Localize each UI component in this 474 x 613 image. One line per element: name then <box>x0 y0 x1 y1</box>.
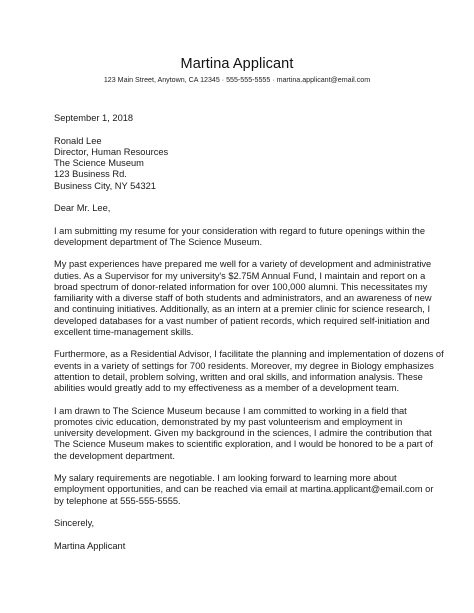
paragraph-line: duties. As a Supervisor for my university's $2.75M Annual Fund, I maintain and report on a <box>54 270 426 281</box>
signature-name: Martina Applicant <box>54 540 126 551</box>
paragraph-line: by telephone at 555-555-5555. <box>54 495 181 506</box>
paragraph-line: abilities would greatly add to my effectiveness as a member of a development team. <box>54 383 400 393</box>
paragraph-line: My past experiences have prepared me well for a variety of development and administrative <box>54 259 432 270</box>
recipient-street: 123 Business Rd. <box>54 169 127 180</box>
paragraph-line: developed databases for a vast number of patient records, which required self-initiation and <box>54 315 430 326</box>
paragraph-line: The Science Museum makes to scientific exploration, and I would be honored to be a part of <box>54 439 433 450</box>
paragraph-line: I am drawn to The Science Museum because I am committed to working in a field that <box>54 405 407 416</box>
salutation: Dear Mr. Lee, <box>54 203 111 213</box>
paragraph-experience <box>54 259 432 338</box>
paragraph-motivation <box>54 405 433 462</box>
paragraph-line: university development. Given my background in the sciences, I admire the contribution that <box>54 428 432 438</box>
recipient-organization: The Science Museum <box>54 158 144 168</box>
letterhead <box>0 55 474 85</box>
paragraph-line: events in a variety of settings for 700 residents. Moreover, my degree in Biology emphasizes <box>54 360 434 371</box>
letter-body <box>54 113 444 552</box>
paragraph-line: promotes civic education, demonstrated by my past volunteerism and employment in <box>54 416 403 427</box>
sender-name: Martina Applicant <box>180 56 294 72</box>
paragraph-line: employment opportunities, and can be reached via email at martina.applicant@email.com or <box>54 484 434 495</box>
paragraph-line: My salary requirements are negotiable. I am looking forward to learning more about <box>54 473 397 483</box>
paragraph-line: Furthermore, as a Residential Advisor, I facilitate the planning and implementation of dozens of <box>54 349 444 360</box>
paragraph-intro <box>54 226 426 249</box>
paragraph-line: familiarity with a diverse staff of both students and administrators, and an awareness of new <box>54 293 432 303</box>
closing: Sincerely, <box>54 518 95 528</box>
paragraph-line: and continuing initiatives. Additionally, as an intern at a premier clinic for science research, I <box>54 304 431 315</box>
paragraph-advisor <box>54 349 444 394</box>
recipient-city: Business City, NY 54321 <box>54 180 156 191</box>
paragraph-line: broad spectrum of donor-related information for over 100,000 alumni. This necessitates my <box>54 281 428 292</box>
recipient-title: Director, Human Resources <box>54 146 169 157</box>
paragraph-line: I am submitting my resume for your consideration with regard to future openings within the <box>54 225 426 236</box>
letter-date: September 1, 2018 <box>54 113 134 123</box>
recipient-block <box>54 136 426 192</box>
paragraph-line: excellent time-management skills. <box>54 326 194 337</box>
recipient-name: Ronald Lee <box>54 135 102 146</box>
paragraph-line: attention to detail, problem solving, written and oral skills, and information analysis. These <box>54 371 423 382</box>
paragraph-salary <box>54 473 434 507</box>
paragraph-line: development department of The Science Museum. <box>54 236 263 247</box>
sender-contact-line: 123 Main Street, Anytown, CA 12345 · 555-555-5555 · martina.applicant@email.com <box>103 76 371 84</box>
paragraph-line: the development department. <box>54 450 175 461</box>
